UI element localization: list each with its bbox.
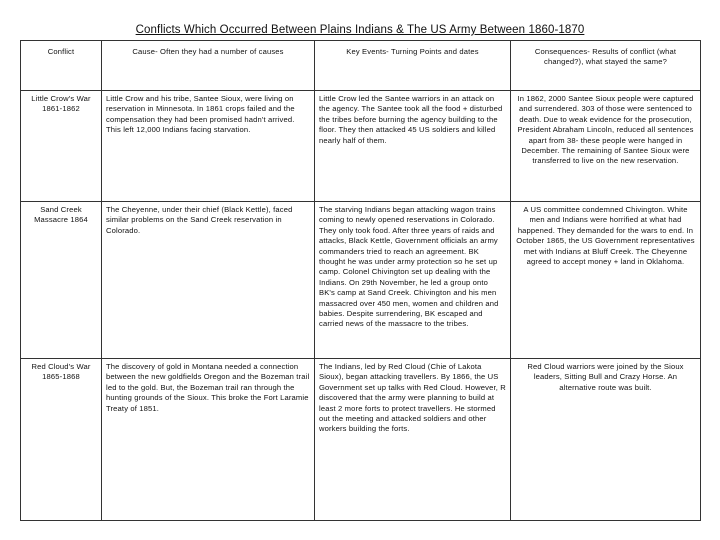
cell-consequences: In 1862, 2000 Santee Sioux people were captured and surrendered. 303 of those were sentenced to death. Due to weak evidence for the prosecution, President Abraham Lincoln, reduced all sentences apart from 38- these people were hanged in December. The remaining of Santee Sioux were transferred to live on the new reservation.: [511, 91, 701, 202]
table-row: [21, 359, 701, 521]
header-events: Key Events- Turning Points and dates: [315, 41, 511, 91]
cell-conflict: Red Cloud's War 1865-1868: [21, 359, 102, 521]
cell-cause: Little Crow and his tribe, Santee Sioux, were living on reservation in Minnesota. In 1861 crops failed and the compensation they had been promised hadn't arrived. This left 12,000 Indians facing starvation.: [102, 91, 315, 202]
cell-consequences: A US committee condemned Chivington. White men and Indians were horrified at what had happened. They demanded for the wars to end. In October 1865, the US Government representatives met with Indians at Bluff Creek. The Cheyenne agreed to accept money + land in Oklahoma.: [511, 202, 701, 359]
cell-events: Little Crow led the Santee warriors in an attack on the agency. The Santee took all the food + disturbed the tribes before burning the agency building to the floor. They then attacked 45 US soldiers and killed nearly half of them.: [315, 91, 511, 202]
conflicts-table: [20, 40, 701, 521]
cell-cause: The discovery of gold in Montana needed a connection between the new goldfields Oregon and the Bozeman trail led to the gold. But, the Bozeman trail ran through the hunting grounds of the Sioux. This broke the Fort Laramie Treaty of 1851.: [102, 359, 315, 521]
cell-cause: The Cheyenne, under their chief (Black Kettle), faced similar problems on the Sand Creek reservation in Colorado.: [102, 202, 315, 359]
table-row: [21, 91, 701, 202]
header-conflict: Conflict: [21, 41, 102, 91]
table-header-row: [21, 41, 701, 91]
cell-conflict: Little Crow's War 1861-1862: [21, 91, 102, 202]
cell-conflict: Sand Creek Massacre 1864: [21, 202, 102, 359]
cell-events: The starving Indians began attacking wagon trains coming to newly opened reservations in Colorado. They only took food. After three years of raids and attacks, Black Kettle, Government officials an army commanders tried to reach an agreement. BK thought he was under army protection so he set up camp. Colonel Chivington set up dealing with the Indians. On 29th November, he led a group onto BK's camp at Sand Creek. Chivington and his men massacred over 450 men, women and children and babies. Despite surrendering, BK escaped and carried news of the massacre to the tribes.: [315, 202, 511, 359]
table-row: [21, 202, 701, 359]
header-consequences: Consequences- Results of conflict (what changed?), what stayed the same?: [511, 41, 701, 91]
cell-consequences: Red Cloud warriors were joined by the Sioux leaders, Sitting Bull and Crazy Horse. An alternative route was built.: [511, 359, 701, 521]
header-cause: Cause- Often they had a number of causes: [102, 41, 315, 91]
cell-events: The Indians, led by Red Cloud (Chie of Lakota Sioux), began attacking travellers. By 1866, the US Government set up talks with Red Cloud. However, R discovered that the army were planning to build at least 2 more forts to protect travellers. He stormed out the meeting and attacked soldiers and other workers building the forts.: [315, 359, 511, 521]
page-title: Conflicts Which Occurred Between Plains Indians & The US Army Between 1860-1870: [135, 24, 585, 36]
